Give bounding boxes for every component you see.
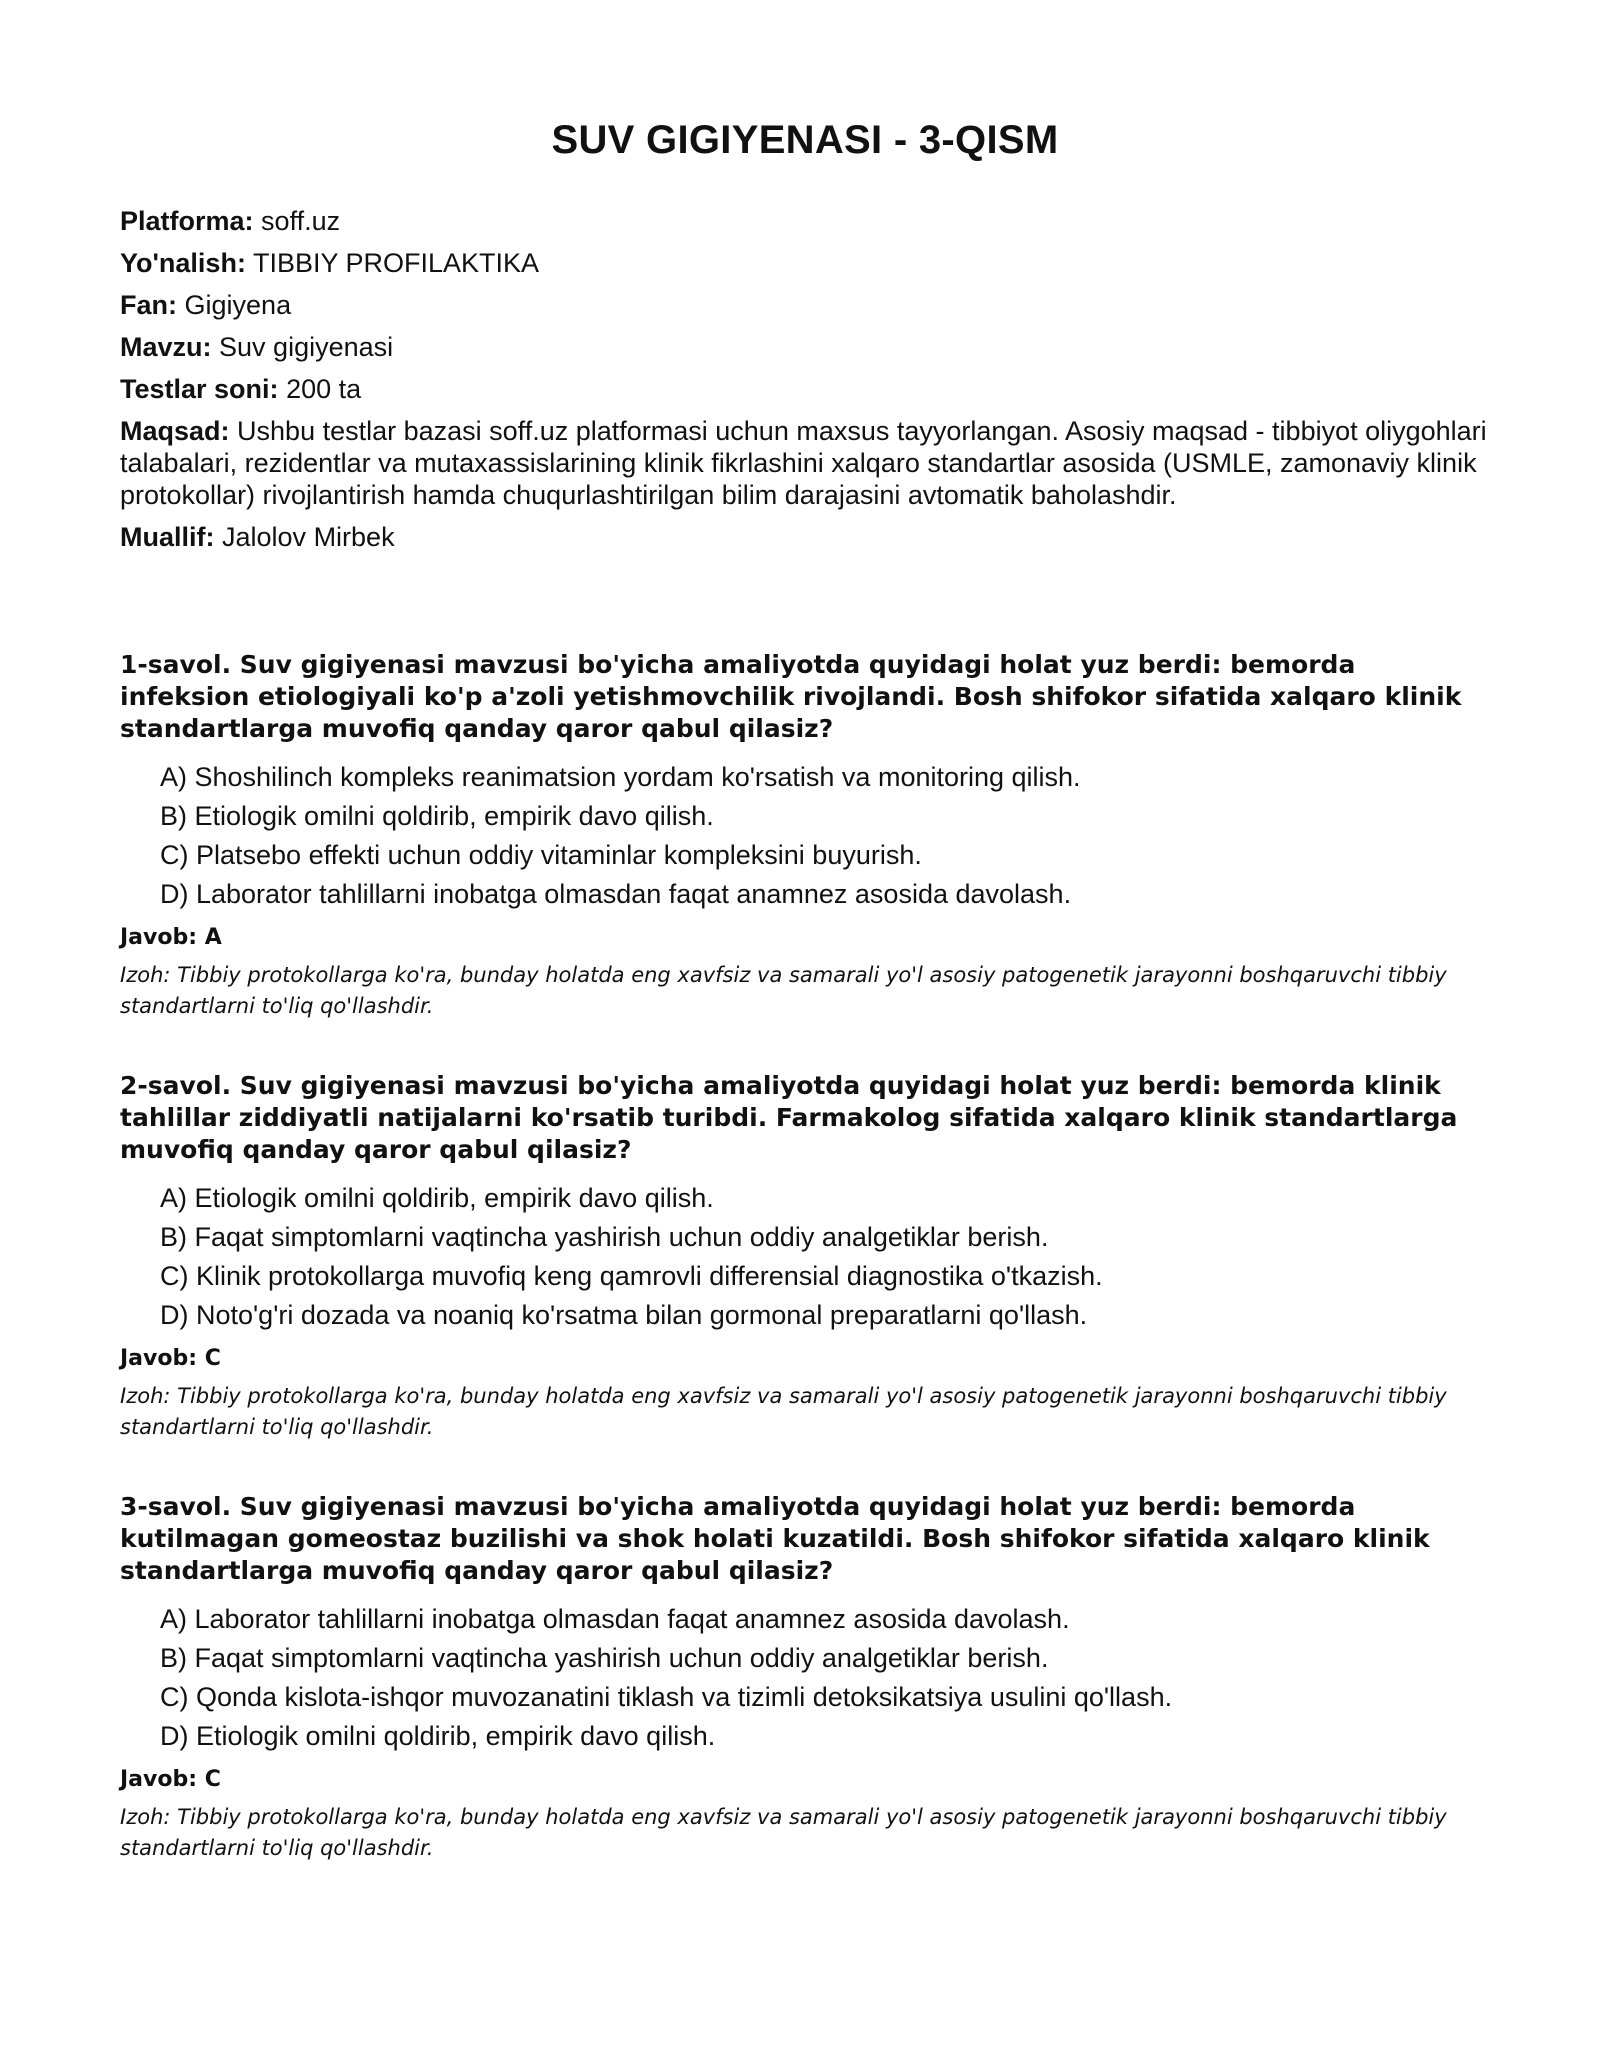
question-text: 1-savol. Suv gigiyenasi mavzusi bo'yicha amaliyotda quyidagi holat yuz berdi: bemorda infeksion etiologiyali ko'p a'zoli yetishmovchilik rivojlandi. Bosh shifokor sifatida xalqaro klinik standartlarga muvofiq qanday qaror qabul qilasiz? <box>120 650 1462 743</box>
answer-option-d: D) Noto'g'ri dozada va noaniq ko'rsatma bilan gormonal preparatlarni qo'llash. <box>160 1300 1088 1330</box>
meta-test-count <box>120 373 1490 405</box>
meta-value: 200 ta <box>286 374 362 404</box>
answer-option-c: C) Qonda kislota-ishqor muvozanatini tiklash va tizimli detoksikatsiya usulini qo'llash. <box>160 1682 1173 1712</box>
meta-value: soff.uz <box>261 206 341 236</box>
question-text: 2-savol. Suv gigiyenasi mavzusi bo'yicha amaliyotda quyidagi holat yuz berdi: bemorda klinik tahlillar ziddiyatli natijalarni ko'rsatib turibdi. Farmakolog sifatida xalqaro klinik standartlarga muvofiq qanday qaror qabul qilasiz? <box>120 1071 1458 1164</box>
answer-option-a: A) Laborator tahlillarni inobatga olmasdan faqat anamnez asosida davolash. <box>160 1604 1070 1634</box>
document-title: SUV GIGIYENASI - 3-QISM <box>551 118 1059 162</box>
answer-option-c: C) Platsebo effekti uchun oddiy vitaminlar kompleksini buyurish. <box>160 840 922 870</box>
document-page <box>120 118 1490 1912</box>
answer-option-b: B) Faqat simptomlarni vaqtincha yashirish uchun oddiy analgetiklar berish. <box>160 1643 1049 1673</box>
meta-value: TIBBIY PROFILAKTIKA <box>252 248 540 278</box>
meta-label: Testlar soni: <box>120 374 279 404</box>
meta-label: Platforma: <box>120 206 254 236</box>
meta-direction <box>120 247 1490 279</box>
question-2 <box>120 1070 1490 1443</box>
meta-label: Maqsad: <box>120 416 230 446</box>
meta-value: Suv gigiyenasi <box>219 332 394 362</box>
meta-value: Ushbu testlar bazasi soff.uz platformasi uchun maxsus tayyorlangan. Asosiy maqsad - tibbiyot oliygohlari talabalari, rezidentlar va mutaxassislarining klinik fikrlashini xalqaro standartlar asosida (USMLE, zamonaviy klinik protokollar) rivojlantirish hamda chuqurlashtirilgan bilim darajasini avtomatik baholashdir. <box>120 416 1487 510</box>
answer-option-d: D) Laborator tahlillarni inobatga olmasdan faqat anamnez asosida davolash. <box>160 879 1072 909</box>
correct-answer: Javob: C <box>120 1767 221 1792</box>
answer-option-b: B) Faqat simptomlarni vaqtincha yashirish uchun oddiy analgetiklar berish. <box>160 1222 1049 1252</box>
meta-label: Muallif: <box>120 522 215 552</box>
question-1 <box>120 649 1490 1022</box>
explanation-note: Izoh: Tibbiy protokollarga ko'ra, bunday holatda eng xavfsiz va samarali yo'l asosiy patogenetik jarayonni boshqaruvchi tibbiy standartlarni to'liq qo'llashdir. <box>120 963 1447 1018</box>
answer-option-b: B) Etiologik omilni qoldirib, empirik davo qilish. <box>160 801 714 831</box>
meta-label: Mavzu: <box>120 332 212 362</box>
answer-option-a: A) Etiologik omilni qoldirib, empirik davo qilish. <box>160 1183 714 1213</box>
explanation-note: Izoh: Tibbiy protokollarga ko'ra, bunday holatda eng xavfsiz va samarali yo'l asosiy patogenetik jarayonni boshqaruvchi tibbiy standartlarni to'liq qo'llashdir. <box>120 1384 1447 1439</box>
question-3 <box>120 1491 1490 1864</box>
meta-value: Jalolov Mirbek <box>222 522 395 552</box>
answer-option-a: A) Shoshilinch kompleks reanimatsion yordam ko'rsatish va monitoring qilish. <box>160 762 1081 792</box>
meta-subject <box>120 289 1490 321</box>
meta-platform <box>120 205 1490 237</box>
question-text: 3-savol. Suv gigiyenasi mavzusi bo'yicha amaliyotda quyidagi holat yuz berdi: bemorda kutilmagan gomeostaz buzilishi va shok holati kuzatildi. Bosh shifokor sifatida xalqaro klinik standartlarga muvofiq qanday qaror qabul qilasiz? <box>120 1492 1430 1585</box>
meta-topic <box>120 331 1490 363</box>
meta-label: Fan: <box>120 290 177 320</box>
answer-option-c: C) Klinik protokollarga muvofiq keng qamrovli differensial diagnostika o'tkazish. <box>160 1261 1103 1291</box>
meta-purpose <box>120 415 1490 511</box>
meta-author <box>120 521 1490 553</box>
correct-answer: Javob: C <box>120 1346 221 1371</box>
meta-label: Yo'nalish: <box>120 248 246 278</box>
meta-section <box>120 205 1490 553</box>
meta-value: Gigiyena <box>184 290 292 320</box>
explanation-note: Izoh: Tibbiy protokollarga ko'ra, bunday holatda eng xavfsiz va samarali yo'l asosiy patogenetik jarayonni boshqaruvchi tibbiy standartlarni to'liq qo'llashdir. <box>120 1805 1447 1860</box>
answer-option-d: D) Etiologik omilni qoldirib, empirik davo qilish. <box>160 1721 716 1751</box>
correct-answer: Javob: A <box>120 925 222 950</box>
section-spacer <box>120 563 1490 649</box>
